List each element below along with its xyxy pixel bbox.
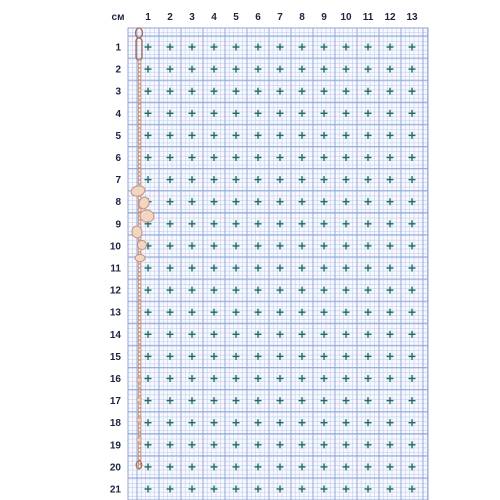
- column-label: 13: [406, 12, 418, 23]
- column-label: 9: [321, 12, 327, 23]
- unit-label: см: [111, 12, 125, 23]
- column-label: 4: [211, 12, 217, 23]
- column-label: 12: [384, 12, 396, 23]
- column-label: 1: [145, 12, 151, 23]
- row-label: 21: [109, 484, 121, 496]
- chain-bead: [137, 438, 141, 442]
- row-label: 7: [115, 175, 121, 187]
- row-label: 20: [109, 462, 121, 474]
- row-label: 8: [115, 197, 121, 209]
- column-label: 11: [362, 12, 374, 23]
- chain-bead: [137, 398, 141, 402]
- column-label: 8: [299, 12, 305, 23]
- row-label: 6: [115, 153, 121, 164]
- column-label: 7: [277, 12, 283, 23]
- row-label: 19: [109, 440, 121, 452]
- row-label: 13: [109, 307, 121, 319]
- pendant-charm: [135, 255, 145, 262]
- row-label: 18: [109, 418, 121, 430]
- column-label: 6: [255, 12, 261, 23]
- chain-bead: [137, 418, 141, 422]
- row-label: 10: [109, 241, 121, 253]
- row-label: 16: [109, 374, 121, 385]
- column-label: 5: [233, 12, 239, 23]
- column-label: 10: [340, 12, 352, 23]
- row-label: 3: [115, 86, 121, 98]
- row-label: 4: [115, 108, 121, 120]
- row-label: 2: [115, 64, 121, 76]
- row-label: 14: [109, 329, 121, 341]
- chain-bead: [137, 378, 141, 382]
- column-label: 2: [167, 12, 173, 23]
- column-label: 3: [189, 12, 195, 23]
- row-label: 15: [109, 351, 121, 363]
- row-label: 1: [115, 42, 121, 54]
- row-label: 17: [109, 396, 121, 408]
- grid-layer: [128, 28, 428, 500]
- row-label: 5: [115, 130, 121, 142]
- row-label: 11: [110, 263, 121, 275]
- row-label: 9: [115, 219, 121, 231]
- pendant-charm: [138, 241, 147, 250]
- row-label: 12: [109, 285, 121, 297]
